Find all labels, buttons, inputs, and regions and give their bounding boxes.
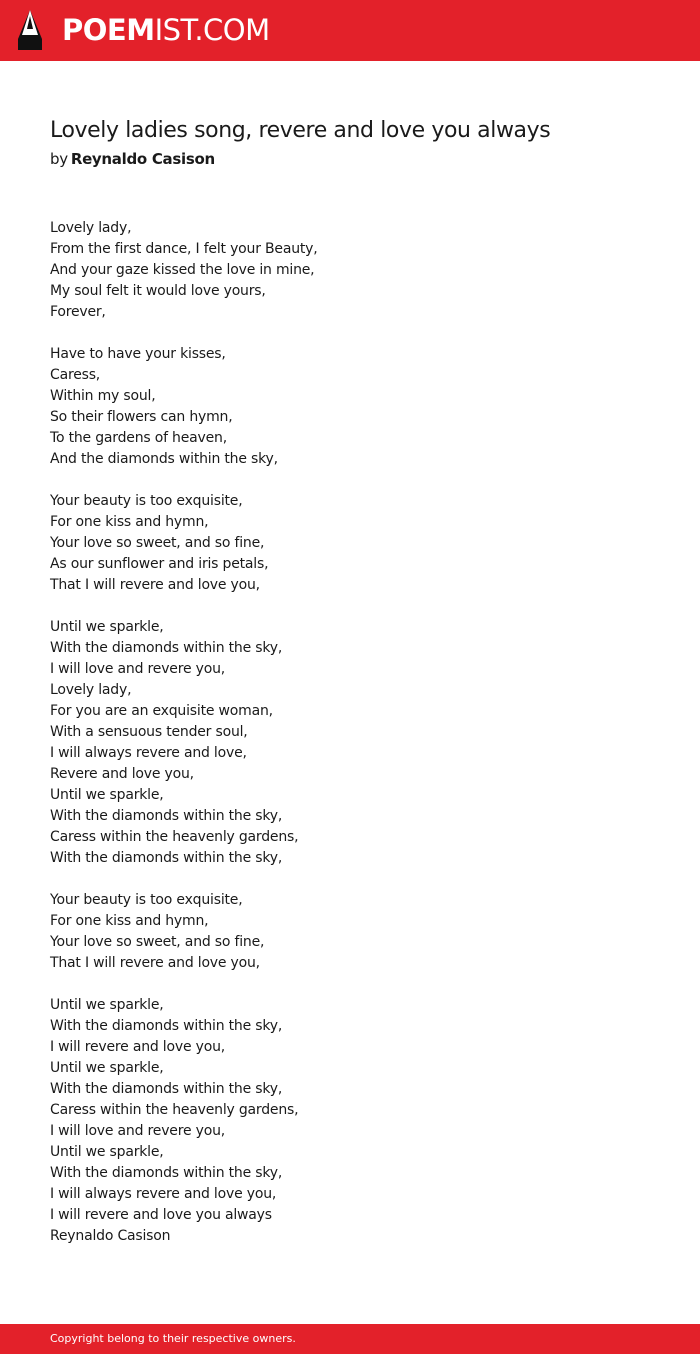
poem-line: I will love and revere you,: [50, 1123, 225, 1139]
poem-line: Lovely lady,: [50, 220, 132, 236]
poem-line: I will love and revere you,: [50, 661, 225, 677]
poem-line: Caress within the heavenly gardens,: [50, 829, 299, 845]
copyright-text: Copyright belong to their respective owners.: [50, 1332, 296, 1345]
logo-bold-text: POEM: [62, 13, 155, 47]
poem-line: Revere and love you,: [50, 766, 194, 782]
poem-stanza: [50, 890, 650, 974]
poem-line: Forever,: [50, 304, 106, 320]
poem-line: Until we sparkle,: [50, 619, 164, 635]
poem-line: That I will revere and love you,: [50, 955, 260, 971]
poem-line: And the diamonds within the sky,: [50, 451, 278, 467]
poem-line: With the diamonds within the sky,: [50, 850, 283, 866]
poem-line: I will revere and love you,: [50, 1039, 225, 1055]
poem-line: For you are an exquisite woman,: [50, 703, 273, 719]
poem-stanza: [50, 218, 650, 323]
poem-line: With the diamonds within the sky,: [50, 640, 283, 656]
poem-line: Your beauty is too exquisite,: [50, 892, 243, 908]
poem-line: Until we sparkle,: [50, 997, 164, 1013]
poem-stanza: [50, 995, 650, 1247]
site-footer: [0, 1324, 700, 1354]
poem-line: And your gaze kissed the love in mine,: [50, 262, 315, 278]
poem-line: Your love so sweet, and so fine,: [50, 934, 265, 950]
poem-line: To the gardens of heaven,: [50, 430, 227, 446]
poem-line: Your beauty is too exquisite,: [50, 493, 243, 509]
byline: [50, 148, 215, 170]
poem-line: That I will revere and love you,: [50, 577, 260, 593]
poem-line: Your love so sweet, and so fine,: [50, 535, 265, 551]
poem-line: So their flowers can hymn,: [50, 409, 233, 425]
poem-line: With the diamonds within the sky,: [50, 808, 283, 824]
poem-line: As our sunflower and iris petals,: [50, 556, 269, 572]
poem-line: Caress,: [50, 367, 101, 383]
poem-stanza: [50, 617, 650, 869]
poem-stanza: [50, 491, 650, 596]
by-label: by: [50, 150, 68, 168]
poem-line: With the diamonds within the sky,: [50, 1018, 283, 1034]
poem-line: Have to have your kisses,: [50, 346, 226, 362]
poem-line: I will revere and love you always: [50, 1207, 272, 1223]
poem-line: For one kiss and hymn,: [50, 514, 209, 530]
author-name: Reynaldo Casison: [70, 150, 215, 168]
pen-nib-icon[interactable]: [17, 9, 43, 51]
poem-line: From the first dance, I felt your Beauty,: [50, 241, 318, 257]
poem-line: With the diamonds within the sky,: [50, 1081, 283, 1097]
poem-line: Reynaldo Casison: [50, 1228, 171, 1244]
poem-body: [50, 218, 650, 1247]
poem-line: With a sensuous tender soul,: [50, 724, 248, 740]
poem-line: I will always revere and love,: [50, 745, 247, 761]
poem-line: Until we sparkle,: [50, 1144, 164, 1160]
poem-stanza: [50, 344, 650, 470]
poem-line: Until we sparkle,: [50, 1060, 164, 1076]
poem-line: Within my soul,: [50, 388, 156, 404]
poem-line: Until we sparkle,: [50, 787, 164, 803]
logo-light-text: IST.COM: [154, 13, 270, 47]
site-logo[interactable]: [62, 12, 270, 48]
site-header: [0, 0, 700, 61]
poem-line: For one kiss and hymn,: [50, 913, 209, 929]
poem-title: Lovely ladies song, revere and love you always: [50, 118, 551, 143]
poem-line: Lovely lady,: [50, 682, 132, 698]
poem-line: With the diamonds within the sky,: [50, 1165, 283, 1181]
poem-line: My soul felt it would love yours,: [50, 283, 266, 299]
poem-line: I will always revere and love you,: [50, 1186, 277, 1202]
poem-line: Caress within the heavenly gardens,: [50, 1102, 299, 1118]
